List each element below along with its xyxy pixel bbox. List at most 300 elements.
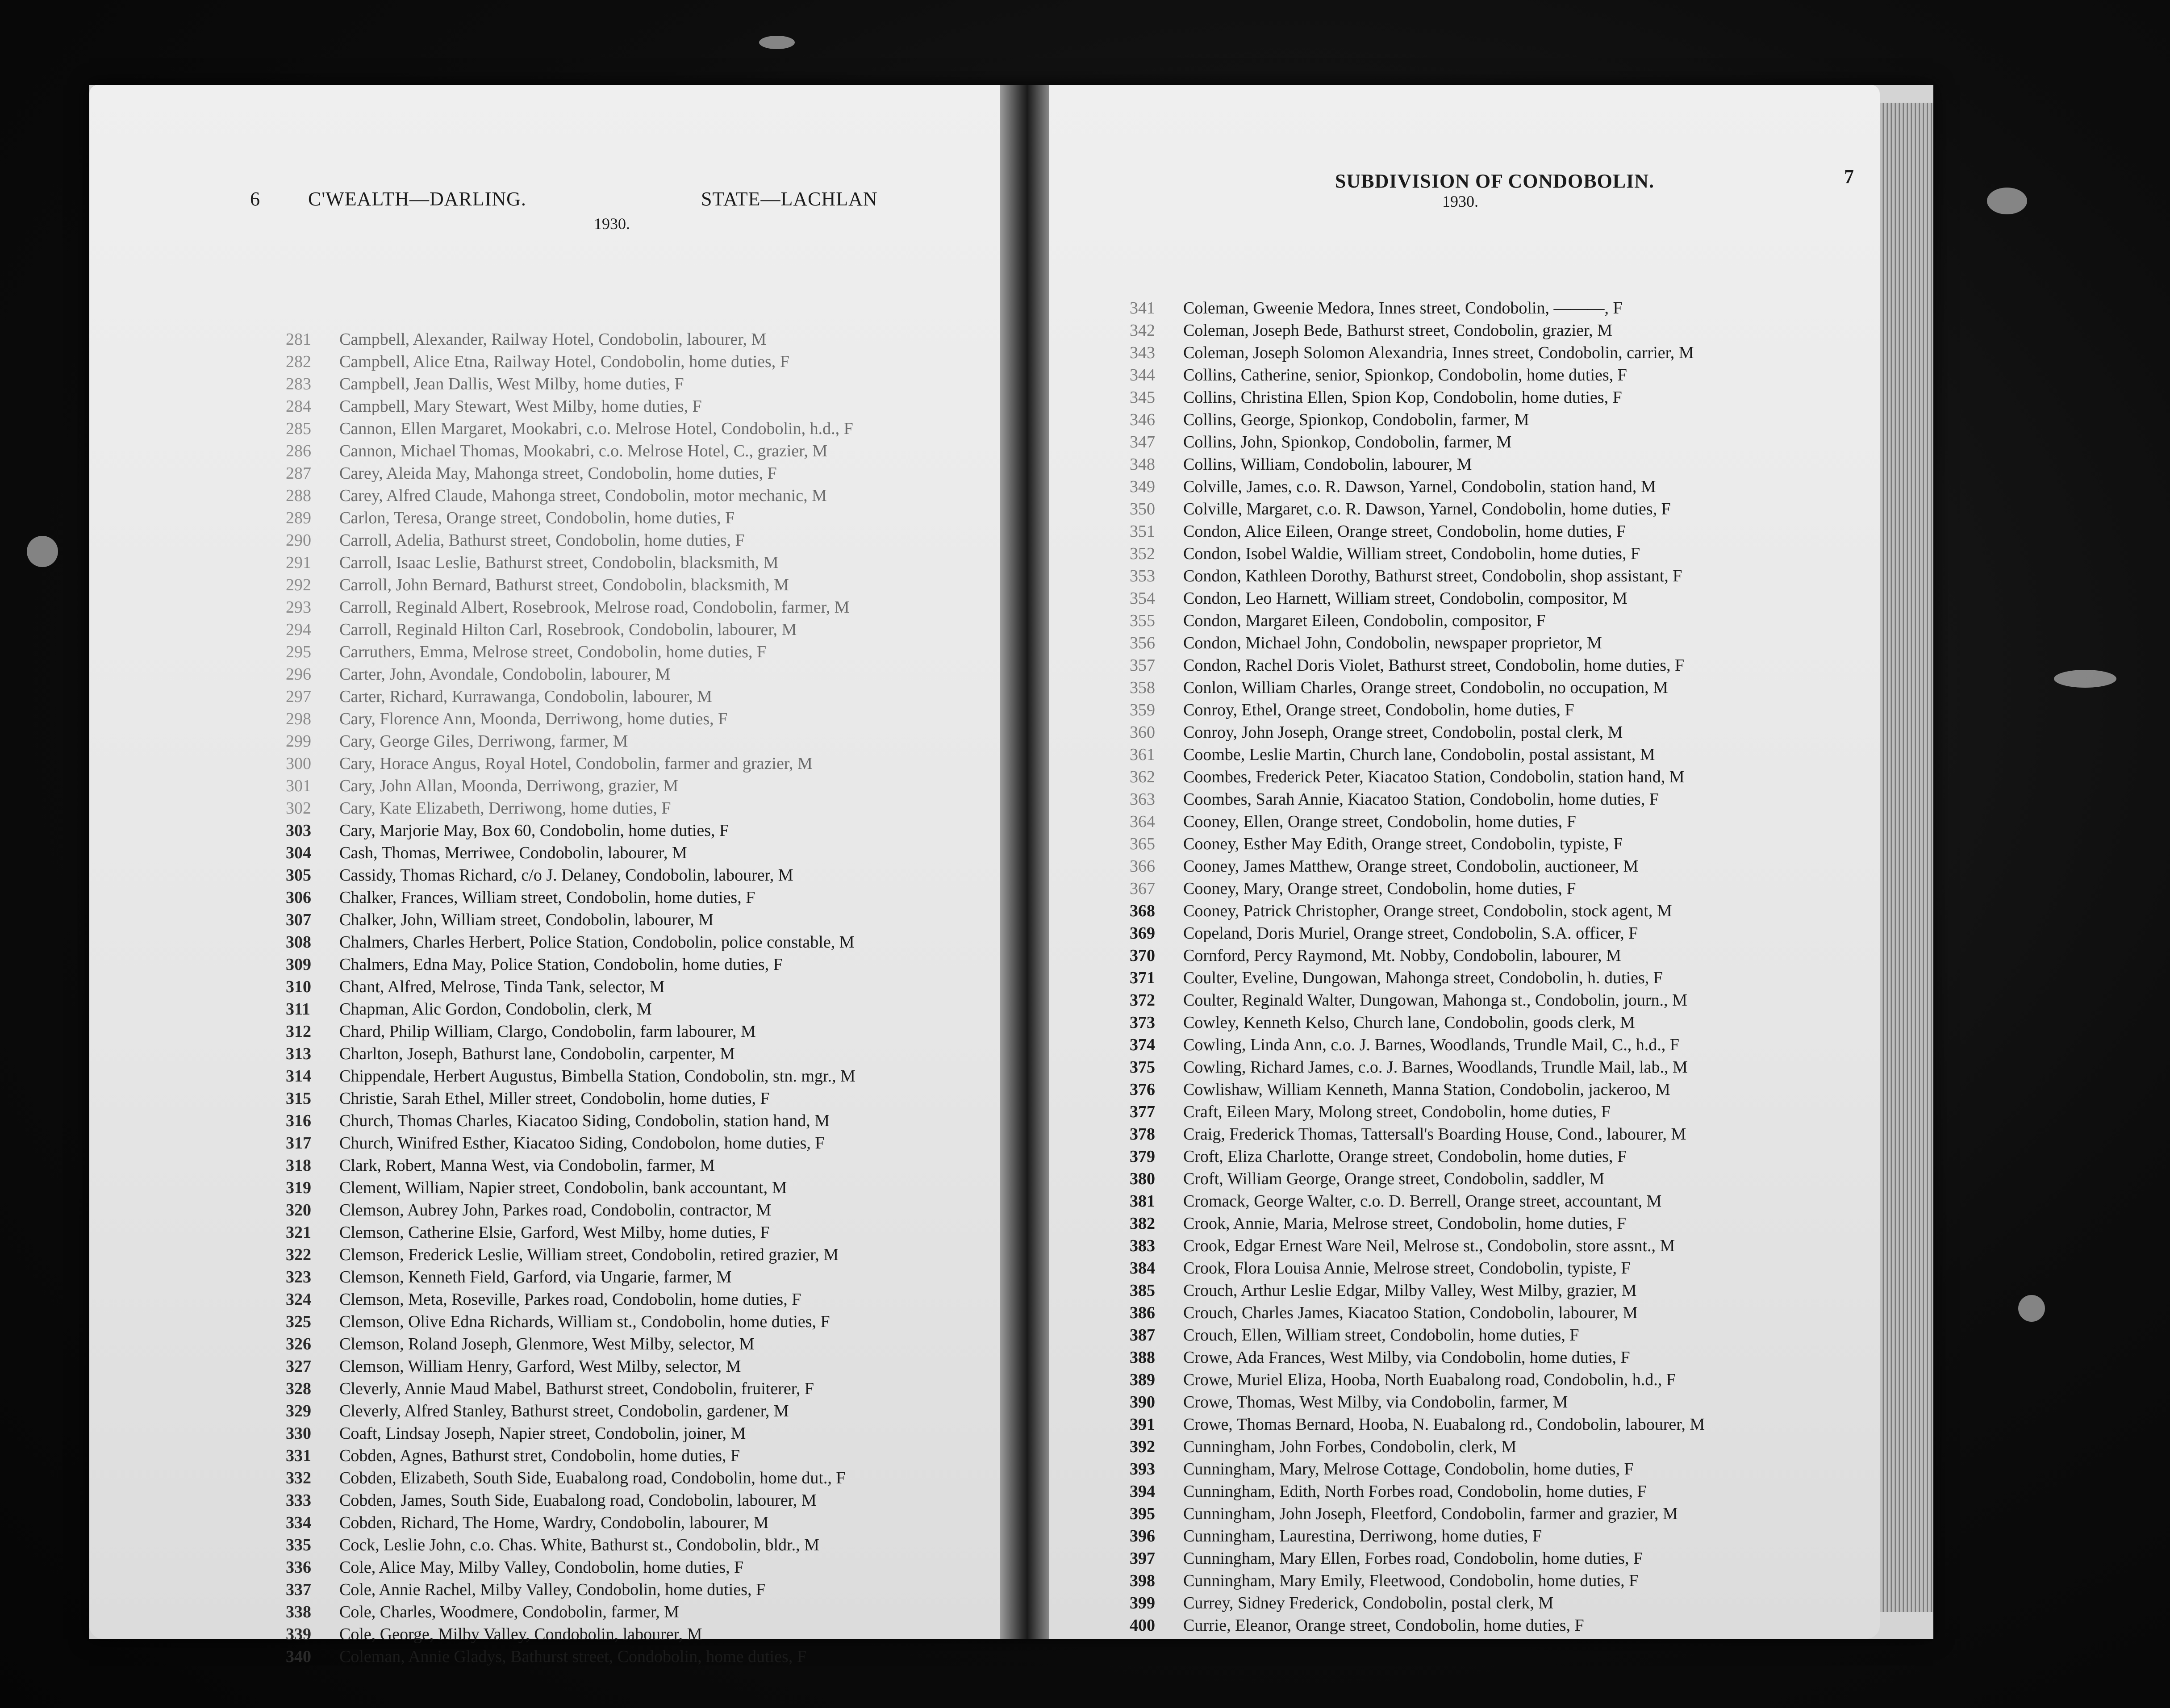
entry-number: 329 (286, 1402, 311, 1420)
roll-entry (1130, 1369, 1880, 1391)
roll-entry (286, 1020, 1000, 1043)
entry-number: 296 (286, 665, 311, 684)
roll-entry (1130, 1279, 1880, 1302)
roll-entry (286, 1087, 1000, 1110)
roll-entry (1130, 1011, 1880, 1034)
entry-number: 303 (286, 821, 311, 840)
entry-text: Carlon, Teresa, Orange street, Condobolin, home duties, F (339, 509, 735, 527)
entry-number: 339 (286, 1625, 311, 1644)
roll-entry (1130, 1101, 1880, 1123)
roll-entry (286, 641, 1000, 663)
roll-entry (1130, 1391, 1880, 1413)
roll-entry (286, 1445, 1000, 1467)
entry-number: 374 (1130, 1036, 1155, 1054)
entry-text: Collins, Catherine, senior, Spionkop, Condobolin, home duties, F (1183, 366, 1627, 384)
entry-number: 390 (1130, 1393, 1155, 1412)
page-edges (1880, 103, 1933, 1612)
entry-text: Cary, Kate Elizabeth, Derriwong, home duties, F (339, 799, 671, 818)
roll-entry (1130, 877, 1880, 900)
entry-text: Cole, George, Milby Valley, Condobolin, labourer, M (339, 1625, 702, 1644)
roll-entry (286, 1601, 1000, 1623)
entry-text: Conroy, Ethel, Orange street, Condobolin, home duties, F (1183, 701, 1574, 719)
entry-number: 376 (1130, 1080, 1155, 1099)
entry-number: 283 (286, 375, 311, 393)
roll-entry (286, 1311, 1000, 1333)
entry-text: Crowe, Thomas, West Milby, via Condobolin, farmer, M (1183, 1393, 1568, 1412)
left-header-state: STATE—LACHLAN (701, 188, 878, 210)
entry-text: Carey, Alfred Claude, Mahonga street, Condobolin, motor mechanic, M (339, 486, 827, 505)
entry-number: 311 (286, 1000, 310, 1019)
entry-text: Cary, Marjorie May, Box 60, Condobolin, home duties, F (339, 821, 729, 840)
roll-entry (286, 1199, 1000, 1221)
entry-text: Craig, Frederick Thomas, Tattersall's Boarding House, Cond., labourer, M (1183, 1125, 1686, 1144)
entry-text: Carroll, Reginald Hilton Carl, Rosebrook, Condobolin, labourer, M (339, 620, 797, 639)
roll-entry (286, 1333, 1000, 1355)
entry-text: Craft, Eileen Mary, Molong street, Condobolin, home duties, F (1183, 1102, 1611, 1121)
entry-text: Cary, George Giles, Derriwong, farmer, M (339, 732, 628, 751)
roll-entry (1130, 453, 1880, 476)
roll-entry (286, 752, 1000, 775)
entry-text: Cassidy, Thomas Richard, c/o J. Delaney, Condobolin, labourer, M (339, 866, 793, 885)
entry-text: Colville, James, c.o. R. Dawson, Yarnel, Condobolin, station hand, M (1183, 477, 1656, 496)
entry-number: 315 (286, 1089, 311, 1108)
entry-text: Chalmers, Edna May, Police Station, Condobolin, home duties, F (339, 955, 783, 974)
roll-entry (286, 931, 1000, 953)
entry-text: Cunningham, John Forbes, Condobolin, clerk, M (1183, 1437, 1517, 1456)
right-header-title: SUBDIVISION OF CONDOBOLIN. (1335, 170, 1655, 192)
entry-number: 291 (286, 553, 311, 572)
entry-text: Coombes, Frederick Peter, Kiacatoo Station, Condobolin, station hand, M (1183, 768, 1685, 786)
entry-text: Conroy, John Joseph, Orange street, Condobolin, postal clerk, M (1183, 723, 1623, 742)
roll-entry (1130, 989, 1880, 1011)
entry-number: 317 (286, 1134, 311, 1153)
entry-text: Colville, Margaret, c.o. R. Dawson, Yarnel, Condobolin, home duties, F (1183, 500, 1671, 518)
entry-number: 380 (1130, 1169, 1155, 1188)
entry-number: 294 (286, 620, 311, 639)
entry-text: Chalker, Frances, William street, Condobolin, home duties, F (339, 888, 755, 907)
entry-number: 327 (286, 1357, 311, 1376)
roll-entry (1130, 766, 1880, 788)
entry-number: 344 (1130, 366, 1155, 384)
entry-number: 343 (1130, 343, 1155, 362)
entry-number: 285 (286, 419, 311, 438)
roll-entry (1130, 409, 1880, 431)
entry-number: 328 (286, 1379, 311, 1398)
entry-number: 399 (1130, 1594, 1155, 1612)
entry-number: 363 (1130, 790, 1155, 809)
entry-text: Chalker, John, William street, Condobolin, labourer, M (339, 910, 714, 929)
entry-text: Condon, Isobel Waldie, William street, Condobolin, home duties, F (1183, 544, 1640, 563)
roll-entry (286, 551, 1000, 574)
roll-entry (1130, 1190, 1880, 1212)
roll-entry (286, 1512, 1000, 1534)
entry-text: Campbell, Mary Stewart, West Milby, home duties, F (339, 397, 702, 416)
entry-number: 379 (1130, 1147, 1155, 1166)
roll-entry (1130, 1257, 1880, 1279)
roll-entry (286, 1110, 1000, 1132)
roll-entry (1130, 833, 1880, 855)
roll-entry (286, 1288, 1000, 1311)
roll-entry (1130, 431, 1880, 453)
entry-text: Church, Thomas Charles, Kiacatoo Siding, Condobolin, station hand, M (339, 1111, 830, 1130)
roll-entry (286, 1043, 1000, 1065)
entry-number: 313 (286, 1044, 311, 1063)
roll-entry (286, 1065, 1000, 1087)
entry-number: 393 (1130, 1460, 1155, 1478)
entry-text: Cunningham, Edith, North Forbes road, Condobolin, home duties, F (1183, 1482, 1647, 1501)
entry-text: Crowe, Muriel Eliza, Hooba, North Euabalong road, Condobolin, h.d., F (1183, 1370, 1676, 1389)
roll-entry (1130, 1235, 1880, 1257)
entry-text: Cunningham, John Joseph, Fleetford, Condobolin, farmer and grazier, M (1183, 1504, 1678, 1523)
entry-text: Condon, Margaret Eileen, Condobolin, compositor, F (1183, 611, 1546, 630)
roll-entry (1130, 677, 1880, 699)
roll-entry (1130, 1034, 1880, 1056)
entry-number: 360 (1130, 723, 1155, 742)
entry-number: 306 (286, 888, 311, 907)
roll-entry (286, 1266, 1000, 1288)
roll-entry (286, 1623, 1000, 1645)
entry-number: 326 (286, 1335, 311, 1353)
entry-number: 368 (1130, 902, 1155, 920)
entry-number: 352 (1130, 544, 1155, 563)
entry-number: 325 (286, 1312, 311, 1331)
entry-number: 367 (1130, 879, 1155, 898)
entry-text: Condon, Alice Eileen, Orange street, Condobolin, home duties, F (1183, 522, 1626, 541)
roll-entry (1130, 1145, 1880, 1168)
entry-text: Condon, Kathleen Dorothy, Bathurst street, Condobolin, shop assistant, F (1183, 567, 1682, 585)
entry-text: Cary, John Allan, Moonda, Derriwong, grazier, M (339, 777, 679, 795)
entry-text: Condon, Rachel Doris Violet, Bathurst street, Condobolin, home duties, F (1183, 656, 1685, 675)
entry-number: 377 (1130, 1102, 1155, 1121)
roll-entry (1130, 587, 1880, 610)
roll-entry (1130, 1525, 1880, 1547)
entry-text: Cleverly, Alfred Stanley, Bathurst street, Condobolin, gardener, M (339, 1402, 789, 1420)
entry-text: Campbell, Alexander, Railway Hotel, Condobolin, labourer, M (339, 330, 767, 349)
right-entry-list (1130, 297, 1880, 1637)
entry-text: Crouch, Charles James, Kiacatoo Station, Condobolin, labourer, M (1183, 1303, 1638, 1322)
entry-number: 382 (1130, 1214, 1155, 1233)
entry-number: 334 (286, 1513, 311, 1532)
entry-text: Cobden, Agnes, Bathurst stret, Condobolin, home duties, F (339, 1446, 740, 1465)
entry-number: 324 (286, 1290, 311, 1309)
entry-text: Clement, William, Napier street, Condobolin, bank accountant, M (339, 1178, 787, 1197)
entry-text: Cooney, Patrick Christopher, Orange street, Condobolin, stock agent, M (1183, 902, 1672, 920)
roll-entry (286, 1645, 1000, 1668)
entry-text: Condon, Michael John, Condobolin, newspaper proprietor, M (1183, 634, 1602, 652)
entry-text: Cowling, Richard James, c.o. J. Barnes, Woodlands, Trundle Mail, lab., M (1183, 1058, 1688, 1077)
entry-number: 397 (1130, 1549, 1155, 1568)
roll-entry (1130, 1570, 1880, 1592)
left-header-title: C'WEALTH—DARLING. (308, 188, 526, 210)
roll-entry (1130, 1212, 1880, 1235)
roll-entry (286, 462, 1000, 484)
entry-number: 318 (286, 1156, 311, 1175)
entry-number: 316 (286, 1111, 311, 1130)
open-electoral-roll (89, 85, 1933, 1666)
roll-entry (1130, 1123, 1880, 1145)
roll-entry (286, 998, 1000, 1020)
roll-entry (286, 507, 1000, 529)
entry-text: Coleman, Joseph Solomon Alexandria, Innes street, Condobolin, carrier, M (1183, 343, 1694, 362)
entry-text: Coleman, Joseph Bede, Bathurst street, Condobolin, grazier, M (1183, 321, 1612, 340)
roll-entry (1130, 1614, 1880, 1637)
entry-text: Carter, John, Avondale, Condobolin, labourer, M (339, 665, 671, 684)
left-entry-list (286, 328, 1000, 1668)
entry-number: 370 (1130, 946, 1155, 965)
entry-text: Cromack, George Walter, c.o. D. Berrell, Orange street, accountant, M (1183, 1192, 1662, 1211)
entry-text: Currey, Sidney Frederick, Condobolin, postal clerk, M (1183, 1594, 1554, 1612)
entry-number: 337 (286, 1580, 311, 1599)
entry-text: Coleman, Gweenie Medora, Innes street, Condobolin, ———, F (1183, 299, 1623, 317)
entry-text: Croft, William George, Orange street, Condobolin, saddler, M (1183, 1169, 1605, 1188)
scan-speck (27, 536, 58, 567)
entry-number: 366 (1130, 857, 1155, 876)
roll-entry (1130, 1078, 1880, 1101)
roll-entry (286, 1579, 1000, 1601)
roll-entry (286, 1556, 1000, 1579)
roll-entry (1130, 610, 1880, 632)
entry-number: 322 (286, 1245, 311, 1264)
roll-entry (1130, 699, 1880, 721)
roll-entry (1130, 476, 1880, 498)
entry-number: 346 (1130, 410, 1155, 429)
roll-entry (1130, 1413, 1880, 1436)
roll-entry (286, 1154, 1000, 1177)
entry-text: Coulter, Eveline, Dungowan, Mahonga street, Condobolin, h. duties, F (1183, 969, 1663, 987)
entry-text: Clemson, Olive Edna Richards, William st., Condobolin, home duties, F (339, 1312, 830, 1331)
roll-entry (286, 395, 1000, 418)
entry-number: 354 (1130, 589, 1155, 608)
entry-number: 287 (286, 464, 311, 483)
entry-text: Coombe, Leslie Martin, Church lane, Condobolin, postal assistant, M (1183, 745, 1655, 764)
entry-text: Collins, Christina Ellen, Spion Kop, Condobolin, home duties, F (1183, 388, 1622, 407)
entry-text: Chapman, Alic Gordon, Condobolin, clerk, M (339, 1000, 652, 1019)
roll-entry (286, 842, 1000, 864)
entry-text: Carroll, Reginald Albert, Rosebrook, Melrose road, Condobolin, farmer, M (339, 598, 850, 617)
entry-number: 330 (286, 1424, 311, 1443)
entry-text: Collins, George, Spionkop, Condobolin, farmer, M (1183, 410, 1529, 429)
roll-entry (286, 953, 1000, 976)
roll-entry (1130, 967, 1880, 989)
entry-number: 299 (286, 732, 311, 751)
entry-number: 396 (1130, 1527, 1155, 1545)
entry-text: Crouch, Ellen, William street, Condobolin, home duties, F (1183, 1326, 1579, 1345)
roll-entry (286, 1355, 1000, 1378)
entry-number: 372 (1130, 991, 1155, 1010)
entry-number: 373 (1130, 1013, 1155, 1032)
entry-number: 300 (286, 754, 311, 773)
entry-text: Carroll, John Bernard, Bathurst street, Condobolin, blacksmith, M (339, 576, 789, 594)
roll-entry (286, 484, 1000, 507)
entry-number: 392 (1130, 1437, 1155, 1456)
entry-number: 340 (286, 1647, 311, 1666)
roll-entry (1130, 498, 1880, 520)
entry-number: 383 (1130, 1236, 1155, 1255)
entry-number: 384 (1130, 1259, 1155, 1278)
roll-entry (286, 574, 1000, 596)
roll-entry (1130, 297, 1880, 319)
left-page (89, 85, 1000, 1666)
entry-text: Cannon, Ellen Margaret, Mookabri, c.o. Melrose Hotel, Condobolin, h.d., F (339, 419, 853, 438)
entry-number: 395 (1130, 1504, 1155, 1523)
entry-text: Coombes, Sarah Annie, Kiacatoo Station, Condobolin, home duties, F (1183, 790, 1659, 809)
roll-entry (286, 1132, 1000, 1154)
entry-number: 319 (286, 1178, 311, 1197)
roll-entry (1130, 1547, 1880, 1570)
entry-text: Clemson, Catherine Elsie, Garford, West Milby, home duties, F (339, 1223, 770, 1242)
right-page-number: 7 (1844, 166, 1854, 188)
entry-number: 304 (286, 844, 311, 862)
entry-text: Cary, Horace Angus, Royal Hotel, Condobolin, farmer and grazier, M (339, 754, 813, 773)
entry-number: 385 (1130, 1281, 1155, 1300)
entry-number: 312 (286, 1022, 311, 1041)
roll-entry (286, 440, 1000, 462)
entry-text: Clemson, Kenneth Field, Garford, via Ungarie, farmer, M (339, 1268, 732, 1286)
roll-entry (286, 1177, 1000, 1199)
entry-text: Cunningham, Mary, Melrose Cottage, Condobolin, home duties, F (1183, 1460, 1634, 1478)
entry-text: Coleman, Annie Gladys, Bathurst street, Condobolin, home duties, F (339, 1647, 806, 1666)
roll-entry (1130, 721, 1880, 743)
roll-entry (286, 819, 1000, 842)
entry-text: Coaft, Lindsay Joseph, Napier street, Condobolin, joiner, M (339, 1424, 746, 1443)
roll-entry (1130, 632, 1880, 654)
entry-number: 369 (1130, 924, 1155, 943)
entry-text: Cunningham, Laurestina, Derriwong, home duties, F (1183, 1527, 1542, 1545)
entry-number: 309 (286, 955, 311, 974)
entry-number: 314 (286, 1067, 311, 1086)
roll-entry (1130, 810, 1880, 833)
entry-text: Charlton, Joseph, Bathurst lane, Condobolin, carpenter, M (339, 1044, 735, 1063)
entry-number: 347 (1130, 433, 1155, 451)
entry-number: 323 (286, 1268, 311, 1286)
roll-entry (1130, 743, 1880, 766)
entry-number: 333 (286, 1491, 311, 1510)
entry-number: 394 (1130, 1482, 1155, 1501)
entry-text: Cole, Alice May, Milby Valley, Condobolin, home duties, F (339, 1558, 744, 1577)
entry-text: Clemson, William Henry, Garford, West Milby, selector, M (339, 1357, 741, 1376)
entry-number: 308 (286, 933, 311, 952)
entry-text: Copeland, Doris Muriel, Orange street, Condobolin, S.A. officer, F (1183, 924, 1638, 943)
entry-text: Cornford, Percy Raymond, Mt. Nobby, Condobolin, labourer, M (1183, 946, 1621, 965)
roll-entry (286, 730, 1000, 752)
roll-entry (1130, 900, 1880, 922)
entry-text: Clark, Robert, Manna West, via Condobolin, farmer, M (339, 1156, 715, 1175)
entry-text: Cowley, Kenneth Kelso, Church lane, Condobolin, goods clerk, M (1183, 1013, 1635, 1032)
entry-text: Cary, Florence Ann, Moonda, Derriwong, home duties, F (339, 710, 728, 728)
roll-entry (1130, 342, 1880, 364)
roll-entry (1130, 944, 1880, 967)
roll-entry (1130, 788, 1880, 810)
entry-number: 375 (1130, 1058, 1155, 1077)
entry-number: 362 (1130, 768, 1155, 786)
entry-number: 342 (1130, 321, 1155, 340)
entry-text: Cannon, Michael Thomas, Mookabri, c.o. Melrose Hotel, C., grazier, M (339, 442, 828, 460)
entry-text: Clemson, Aubrey John, Parkes road, Condobolin, contractor, M (339, 1201, 772, 1219)
roll-entry (1130, 1503, 1880, 1525)
roll-entry (286, 328, 1000, 351)
entry-text: Cock, Leslie John, c.o. Chas. White, Bathurst st., Condobolin, bldr., M (339, 1536, 819, 1554)
entry-text: Cowlishaw, William Kenneth, Manna Station, Condobolin, jackeroo, M (1183, 1080, 1670, 1099)
entry-number: 371 (1130, 969, 1155, 987)
roll-entry (1130, 1346, 1880, 1369)
roll-entry (286, 373, 1000, 395)
entry-text: Coulter, Reginald Walter, Dungowan, Mahonga st., Condobolin, journ., M (1183, 991, 1687, 1010)
entry-text: Collins, John, Spionkop, Condobolin, farmer, M (1183, 433, 1512, 451)
roll-entry (1130, 1480, 1880, 1503)
entry-text: Campbell, Jean Dallis, West Milby, home duties, F (339, 375, 684, 393)
roll-entry (286, 1422, 1000, 1445)
entry-text: Chalmers, Charles Herbert, Police Station, Condobolin, police constable, M (339, 933, 855, 952)
entry-number: 389 (1130, 1370, 1155, 1389)
roll-entry (286, 351, 1000, 373)
entry-number: 355 (1130, 611, 1155, 630)
entry-text: Croft, Eliza Charlotte, Orange street, Condobolin, home duties, F (1183, 1147, 1627, 1166)
entry-number: 353 (1130, 567, 1155, 585)
entry-text: Cobden, Richard, The Home, Wardry, Condobolin, labourer, M (339, 1513, 769, 1532)
entry-text: Clemson, Roland Joseph, Glenmore, West Milby, selector, M (339, 1335, 755, 1353)
entry-text: Clemson, Meta, Roseville, Parkes road, Condobolin, home duties, F (339, 1290, 801, 1309)
scan-speck (2054, 670, 2116, 688)
roll-entry (1130, 386, 1880, 409)
entry-number: 357 (1130, 656, 1155, 675)
entry-text: Crouch, Arthur Leslie Edgar, Milby Valley, West Milby, grazier, M (1183, 1281, 1637, 1300)
entry-number: 298 (286, 710, 311, 728)
entry-text: Carroll, Adelia, Bathurst street, Condobolin, home duties, F (339, 531, 745, 550)
entry-number: 305 (286, 866, 311, 885)
entry-text: Carroll, Isaac Leslie, Bathurst street, Condobolin, blacksmith, M (339, 553, 779, 572)
roll-entry (286, 708, 1000, 730)
roll-entry (286, 797, 1000, 819)
entry-text: Cowling, Linda Ann, c.o. J. Barnes, Woodlands, Trundle Mail, C., h.d., F (1183, 1036, 1679, 1054)
roll-entry (286, 685, 1000, 708)
entry-number: 365 (1130, 835, 1155, 853)
entry-number: 358 (1130, 678, 1155, 697)
entry-number: 400 (1130, 1616, 1155, 1635)
roll-entry (1130, 1168, 1880, 1190)
entry-text: Carey, Aleida May, Mahonga street, Condobolin, home duties, F (339, 464, 777, 483)
entry-number: 281 (286, 330, 311, 349)
book-gutter (1000, 85, 1049, 1639)
entry-text: Currie, Eleanor, Orange street, Condobolin, home duties, F (1183, 1616, 1584, 1635)
roll-entry (286, 886, 1000, 909)
roll-entry (1130, 1056, 1880, 1078)
entry-number: 359 (1130, 701, 1155, 719)
entry-text: Clemson, Frederick Leslie, William street, Condobolin, retired grazier, M (339, 1245, 839, 1264)
entry-text: Chippendale, Herbert Augustus, Bimbella Station, Condobolin, stn. mgr., M (339, 1067, 855, 1086)
entry-text: Cunningham, Mary Emily, Fleetwood, Condobolin, home duties, F (1183, 1571, 1639, 1590)
roll-entry (286, 1244, 1000, 1266)
entry-text: Cobden, Elizabeth, South Side, Euabalong road, Condobolin, home dut., F (339, 1469, 846, 1487)
entry-text: Crowe, Thomas Bernard, Hooba, N. Euabalong rd., Condobolin, labourer, M (1183, 1415, 1705, 1434)
entry-text: Crook, Edgar Ernest Ware Neil, Melrose st., Condobolin, store assnt., M (1183, 1236, 1675, 1255)
entry-text: Carruthers, Emma, Melrose street, Condobolin, home duties, F (339, 643, 767, 661)
entry-number: 335 (286, 1536, 311, 1554)
entry-number: 286 (286, 442, 311, 460)
entry-number: 388 (1130, 1348, 1155, 1367)
scan-speck (1987, 188, 2027, 214)
roll-entry (286, 618, 1000, 641)
entry-number: 290 (286, 531, 311, 550)
roll-entry (1130, 364, 1880, 386)
left-year: 1930. (594, 215, 630, 233)
right-page (1049, 85, 1880, 1639)
entry-number: 336 (286, 1558, 311, 1577)
entry-number: 297 (286, 687, 311, 706)
entry-number: 348 (1130, 455, 1155, 474)
entry-text: Cleverly, Annie Maud Mabel, Bathurst street, Condobolin, fruiterer, F (339, 1379, 814, 1398)
roll-entry (286, 1221, 1000, 1244)
entry-number: 381 (1130, 1192, 1155, 1211)
